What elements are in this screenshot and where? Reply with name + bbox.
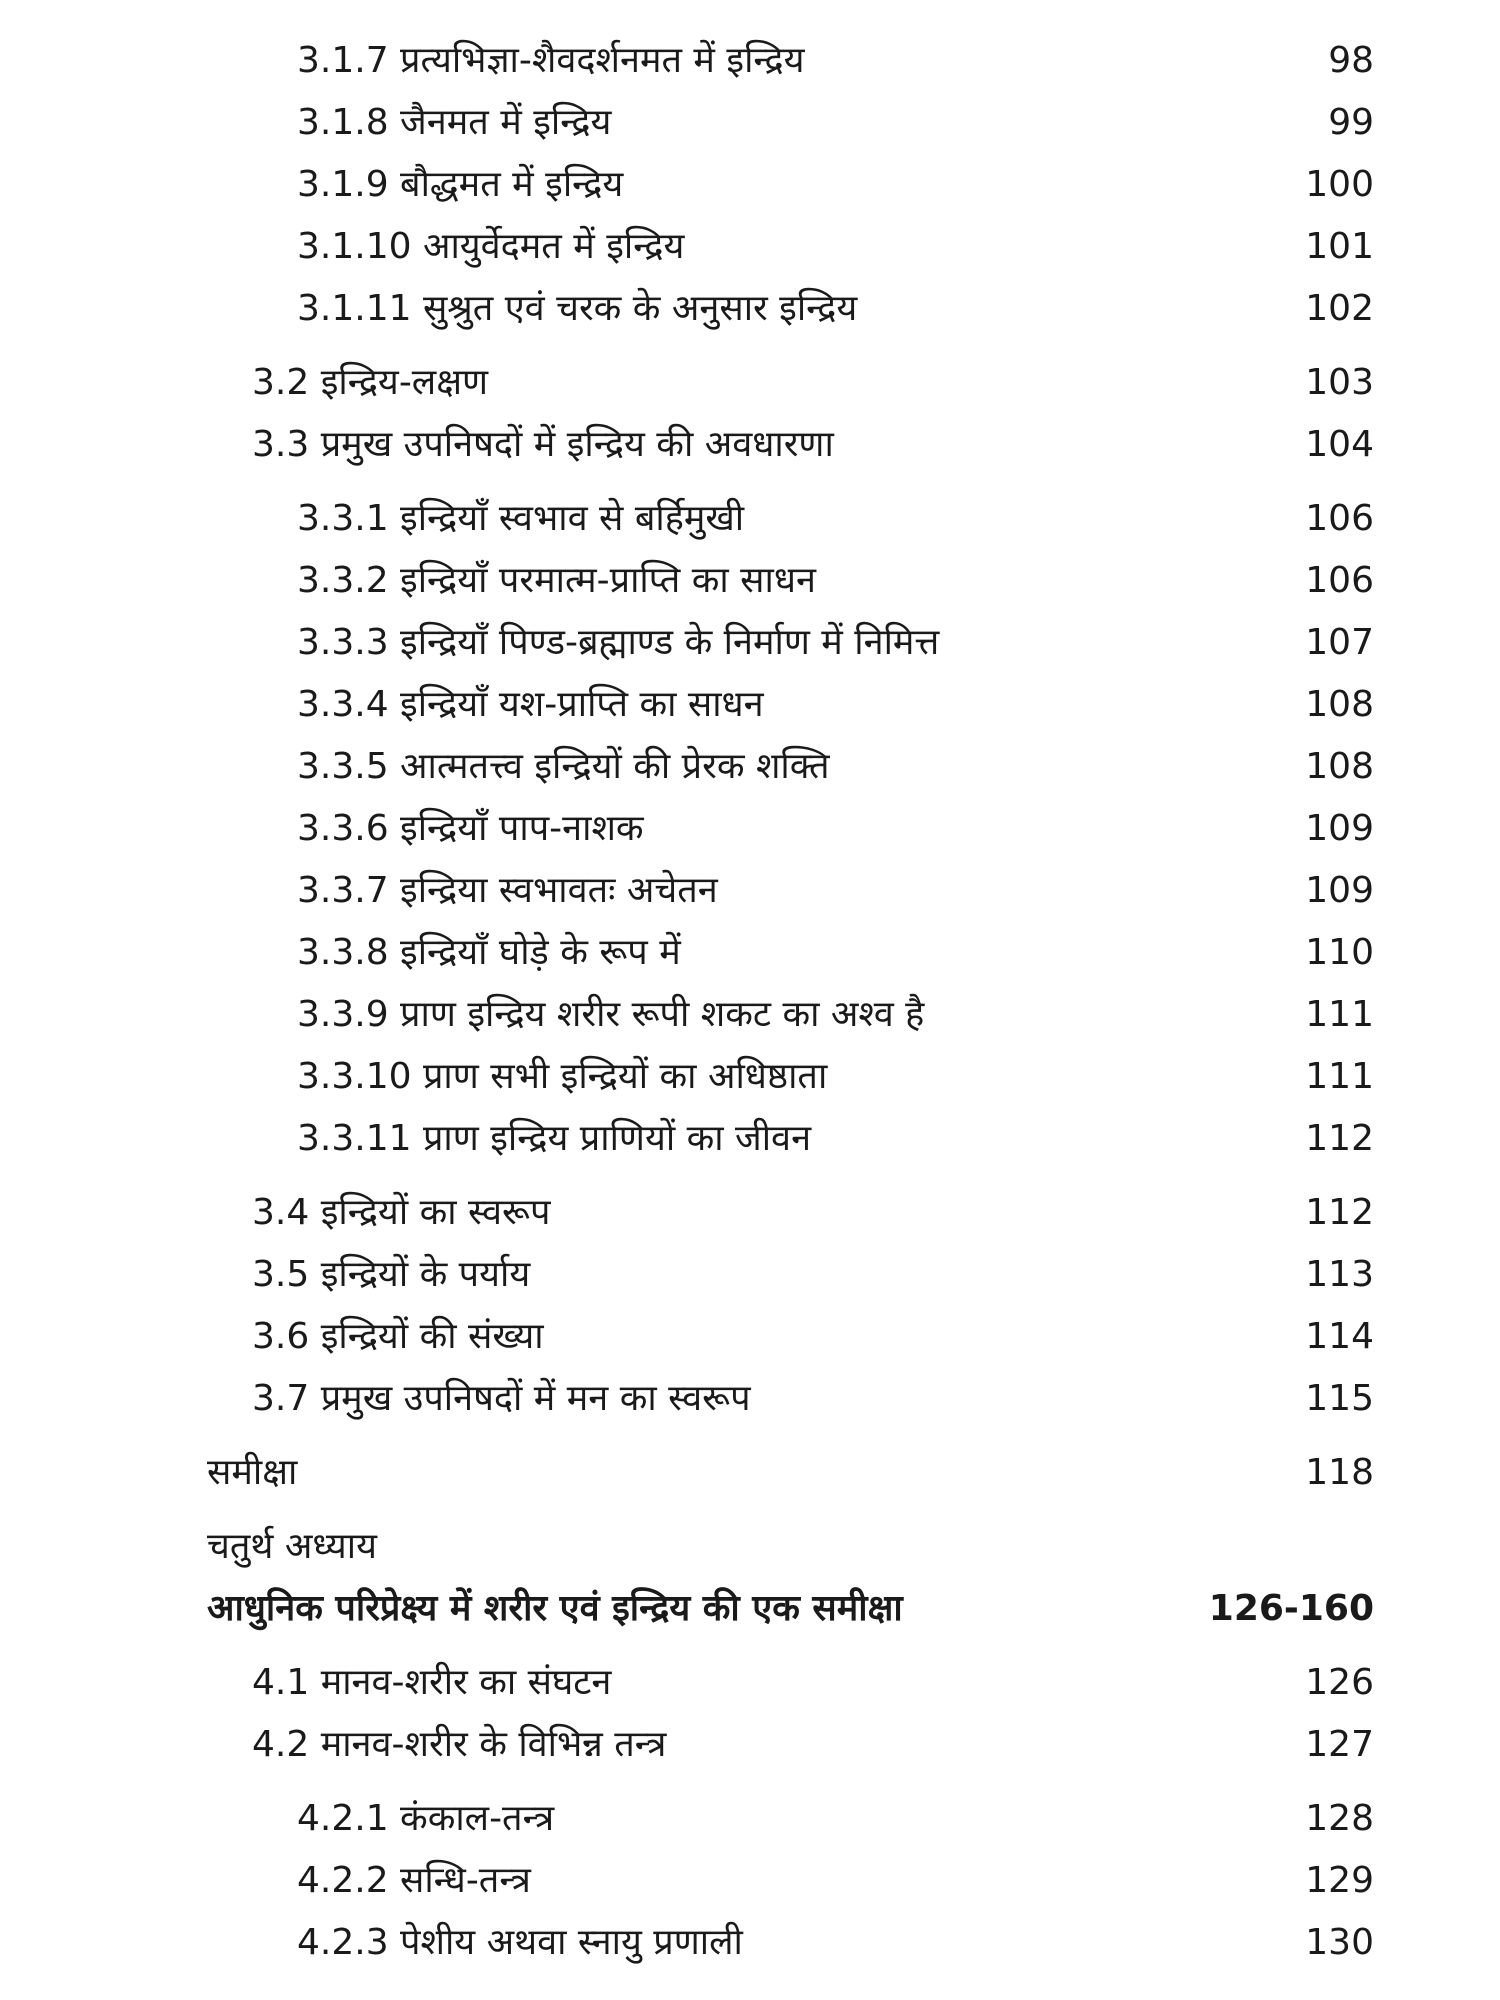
toc-entry [0, 1046, 1500, 1108]
toc-entry-page-number: 115 [1305, 1378, 1374, 1419]
toc-entry [0, 550, 1500, 612]
toc-entry-title: 3.3.4 इन्द्रियाँ यश-प्राप्ति का साधन [297, 684, 764, 725]
toc-entry-page-number: 108 [1305, 684, 1374, 725]
chapter-heading-page-range: 126-160 [1208, 1588, 1374, 1629]
toc-entry-page-number: 111 [1305, 994, 1374, 1035]
chapter-heading [0, 1578, 1500, 1640]
toc-entry-page-number: 114 [1305, 1316, 1374, 1357]
toc-entry-title: 3.4 इन्द्रियों का स्वरूप [252, 1192, 551, 1233]
toc-entry-title: 3.3.9 प्राण इन्द्रिय शरीर रूपी शकट का अश्व है [297, 994, 925, 1035]
toc-entry [0, 736, 1500, 798]
toc-entry-title: 4.2.3 पेशीय अथवा स्नायु प्रणाली [297, 1922, 743, 1963]
toc-entry-title: 3.3.11 प्राण इन्द्रिय प्राणियों का जीवन [297, 1118, 812, 1159]
toc-entry [0, 1182, 1500, 1244]
toc-entry [0, 922, 1500, 984]
toc-entry-title: 3.3.3 इन्द्रियाँ पिण्ड-ब्रह्माण्ड के निर्माण में निमित्त [297, 622, 940, 663]
toc-entry-page-number: 112 [1305, 1192, 1374, 1233]
toc-entry [0, 216, 1500, 278]
toc-entry [0, 1306, 1500, 1368]
toc-entry-page-number: 103 [1305, 362, 1374, 403]
toc-entry-page-number: 113 [1305, 1254, 1374, 1295]
toc-entry-page-number: 98 [1328, 40, 1374, 81]
toc-entry-title: 3.3.8 इन्द्रियाँ घोड़े के रूप में [297, 932, 681, 973]
toc-entry [0, 154, 1500, 216]
toc-entry [0, 1714, 1500, 1776]
toc-entry [0, 612, 1500, 674]
toc-entry-page-number: 107 [1305, 622, 1374, 663]
toc-entry-title: 3.5 इन्द्रियों के पर्याय [252, 1254, 531, 1295]
toc-entry-page-number: 129 [1305, 1860, 1374, 1901]
toc-entry-page-number: 102 [1305, 288, 1374, 329]
toc-entry [0, 1442, 1500, 1504]
toc-entry [0, 1850, 1500, 1912]
toc-entry-page-number: 104 [1305, 424, 1374, 465]
toc-entry [0, 414, 1500, 476]
toc-entry [0, 1244, 1500, 1306]
toc-entry-page-number: 108 [1305, 746, 1374, 787]
toc-entry-title: 3.2 इन्द्रिय-लक्षण [252, 362, 489, 403]
toc-entry [0, 278, 1500, 340]
toc-entry-title: 3.3 प्रमुख उपनिषदों में इन्द्रिय की अवधारणा [252, 424, 834, 465]
toc-entry-title: 4.2.1 कंकाल-तन्त्र [297, 1798, 555, 1839]
toc-entry-title: 3.3.2 इन्द्रियाँ परमात्म-प्राप्ति का साधन [297, 560, 816, 601]
toc-entry-page-number: 101 [1305, 226, 1374, 267]
toc-entry-title: समीक्षा [207, 1452, 298, 1493]
toc-entry [0, 1912, 1500, 1974]
toc-entry-page-number: 112 [1305, 1118, 1374, 1159]
toc-entry-title: 3.3.10 प्राण सभी इन्द्रियों का अधिष्ठाता [297, 1056, 828, 1097]
toc-entry-title: 4.1 मानव-शरीर का संघटन [252, 1662, 612, 1703]
toc-entry-page-number: 100 [1305, 164, 1374, 205]
toc-entry-page-number: 128 [1305, 1798, 1374, 1839]
toc-entry-page-number: 130 [1305, 1922, 1374, 1963]
toc-entry-title: 3.6 इन्द्रियों की संख्या [252, 1316, 544, 1357]
toc-entry-title: 3.3.6 इन्द्रियाँ पाप-नाशक [297, 808, 644, 849]
toc-entry [0, 1108, 1500, 1170]
toc-entry-title: 3.3.5 आत्मतत्त्व इन्द्रियों की प्रेरक शक्ति [297, 746, 830, 787]
toc-entry-page-number: 106 [1305, 560, 1374, 601]
toc-entry [0, 1368, 1500, 1430]
toc-entry-page-number: 126 [1305, 1662, 1374, 1703]
toc-entry [0, 488, 1500, 550]
toc-entry-title: 3.3.7 इन्द्रिया स्वभावतः अचेतन [297, 870, 718, 911]
toc-entry [0, 798, 1500, 860]
toc-entry-title: 3.3.1 इन्द्रियाँ स्वभाव से बर्हिमुखी [297, 498, 745, 539]
chapter-label-text: चतुर्थ अध्याय [207, 1526, 377, 1567]
toc-entry [0, 92, 1500, 154]
toc-entry-title: 3.1.11 सुश्रुत एवं चरक के अनुसार इन्द्रिय [297, 288, 858, 329]
toc-entry [0, 1788, 1500, 1850]
toc-entry-page-number: 106 [1305, 498, 1374, 539]
toc-entry-title: 3.1.8 जैनमत में इन्द्रिय [297, 102, 612, 143]
toc-entry-page-number: 109 [1305, 870, 1374, 911]
toc-entry-page-number: 110 [1305, 932, 1374, 973]
toc-entry-title: 4.2 मानव-शरीर के विभिन्न तन्त्र [252, 1724, 667, 1765]
toc-entry [0, 30, 1500, 92]
toc-entry-title: 4.2.2 सन्धि-तन्त्र [297, 1860, 531, 1901]
chapter-heading-title: आधुनिक परिप्रेक्ष्य में शरीर एवं इन्द्रिय की एक समीक्षा [207, 1588, 903, 1629]
toc-entry-title: 3.1.9 बौद्धमत में इन्द्रिय [297, 164, 624, 205]
toc-entry [0, 352, 1500, 414]
toc-entry-page-number: 99 [1328, 102, 1374, 143]
toc-entry-title: 3.1.7 प्रत्यभिज्ञा-शैवदर्शनमत में इन्द्रिय [297, 40, 805, 81]
toc-entry-page-number: 109 [1305, 808, 1374, 849]
toc-entry [0, 860, 1500, 922]
toc-entry [0, 1652, 1500, 1714]
toc-entry [0, 984, 1500, 1046]
toc-entry [0, 674, 1500, 736]
toc-entry-page-number: 127 [1305, 1724, 1374, 1765]
toc-entry-page-number: 118 [1305, 1452, 1374, 1493]
toc-entry-title: 3.7 प्रमुख उपनिषदों में मन का स्वरूप [252, 1378, 751, 1419]
toc-entry-title: 3.1.10 आयुर्वेदमत में इन्द्रिय [297, 226, 685, 267]
chapter-label [0, 1516, 1500, 1578]
toc-entry-page-number: 111 [1305, 1056, 1374, 1097]
